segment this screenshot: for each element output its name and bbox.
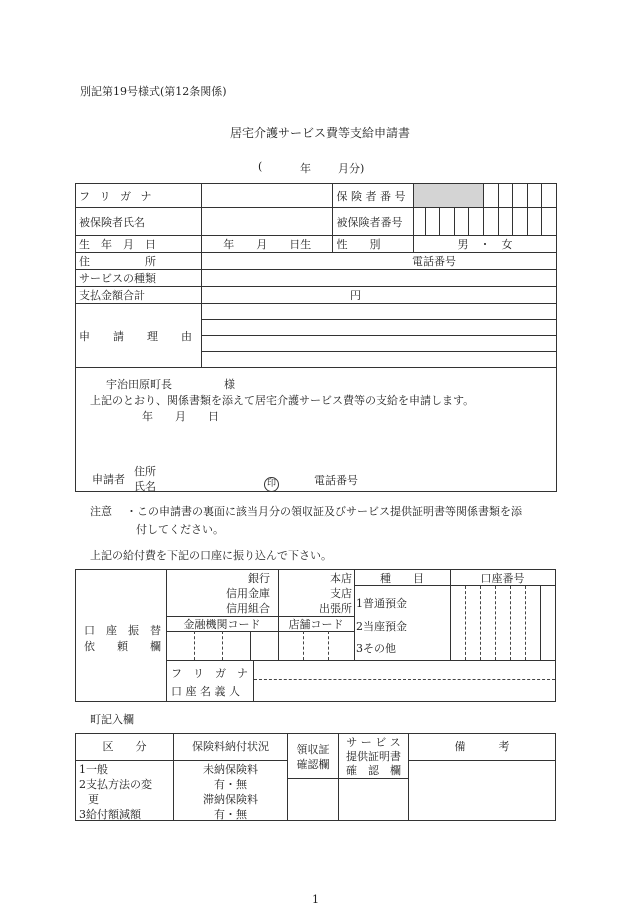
insured-digit[interactable] <box>440 208 455 236</box>
shiten-suffix: 支店 <box>330 587 352 600</box>
town-section-label: 町記入欄 <box>90 713 134 726</box>
birth-label: 生 年 月 日 <box>76 236 202 253</box>
insured-digit[interactable] <box>483 208 498 236</box>
category-2: 2支払方法の変 <box>79 778 152 791</box>
sex-label: 性 別 <box>333 236 414 253</box>
insurer-digit[interactable] <box>513 184 528 208</box>
insurer-digit[interactable] <box>542 184 557 208</box>
insurer-number-label: 保 険 者 番 号 <box>333 184 414 208</box>
seal-icon: 印 <box>264 477 279 492</box>
category-3: 3給付額減額 <box>79 808 141 821</box>
branch-code-field[interactable] <box>278 631 355 661</box>
bank-table <box>75 569 556 702</box>
address-label: 住 所 <box>76 253 202 270</box>
overdue-yes-no[interactable]: 有・無 <box>214 808 247 821</box>
form-title: 居宅介護サービス費等支給申請書 <box>230 126 411 140</box>
insured-digit[interactable] <box>498 208 513 236</box>
page-number: 1 <box>312 893 319 906</box>
reason-line-3[interactable] <box>202 336 557 352</box>
receipt-check-label-1: 領収証 <box>296 743 330 756</box>
insured-name-field[interactable] <box>202 208 333 236</box>
phone-label: 電話番号 <box>412 255 456 268</box>
transfer-instruction: 上記の給付費を下記の口座に振り込んで下さい。 <box>90 549 332 562</box>
insured-digit[interactable] <box>527 208 542 236</box>
address-field[interactable] <box>202 253 557 270</box>
note-text: ・この申請書の裏面に該当月分の領収証及びサービス提供証明書等関係書類を添 <box>126 505 522 518</box>
applicant-name-label: 氏名 <box>134 480 156 493</box>
honorific: 様 <box>224 378 235 391</box>
bank-suffix: 銀行 <box>248 572 270 585</box>
applicant-label: 申請者 <box>92 473 125 486</box>
insurer-digit[interactable] <box>527 184 542 208</box>
insured-name-label: 被保険者氏名 <box>76 208 202 236</box>
insurer-digit[interactable] <box>483 184 498 208</box>
category-2-cont: 更 <box>88 793 99 806</box>
honten-suffix: 本店 <box>330 572 352 585</box>
kind-option-3[interactable]: 3その他 <box>356 642 396 655</box>
insured-number-label: 被保険者番号 <box>333 208 414 236</box>
period-year: 年 <box>300 162 311 175</box>
reason-label: 申 請 理 由 <box>76 304 202 368</box>
receipt-check-label-2: 確認欄 <box>296 758 330 771</box>
service-type-field[interactable] <box>202 270 557 287</box>
furigana-field[interactable] <box>202 184 333 208</box>
bank-code-field[interactable] <box>166 631 279 661</box>
receipt-check-header <box>288 734 339 779</box>
furigana-label: フ リ ガ ナ <box>76 184 202 208</box>
premium-status-header: 保険料納付状況 <box>174 734 288 761</box>
holder-name-label: 口 座 名 義 人 <box>171 685 240 698</box>
kind-options[interactable] <box>354 586 451 661</box>
service-proof-header <box>339 734 409 779</box>
declaration-date[interactable]: 年 月 日 <box>142 410 219 423</box>
shucchojo-suffix: 出張所 <box>319 602 352 615</box>
insured-digit[interactable] <box>414 208 426 236</box>
unpaid-premium: 未納保険料 <box>203 763 258 776</box>
birth-value[interactable]: 年 月 日生 <box>202 236 333 253</box>
holder-furigana-label: フ リ ガ ナ <box>171 667 248 680</box>
service-type-label: サービスの種類 <box>76 270 202 287</box>
declaration-text: 上記のとおり、関係書類を添えて居宅介護サービス費等の支給を申請します。 <box>90 394 475 407</box>
insured-digit[interactable] <box>542 208 557 236</box>
reason-line-1[interactable] <box>202 304 557 320</box>
sex-value[interactable]: 男 ・ 女 <box>414 236 557 253</box>
bank-name-field[interactable] <box>166 570 279 617</box>
town-table <box>75 733 556 821</box>
insurer-digit[interactable] <box>498 184 513 208</box>
applicant-phone-label: 電話番号 <box>314 474 358 487</box>
insured-digit[interactable] <box>469 208 484 236</box>
applicant-address-label: 住所 <box>134 465 156 478</box>
branch-name-field[interactable] <box>278 570 355 617</box>
service-proof-label-3: 確 認 欄 <box>346 764 401 777</box>
branch-code-label: 店舗コード <box>278 616 355 632</box>
service-proof-label-1: サ ー ビ ス <box>346 736 401 749</box>
account-number-field[interactable] <box>450 586 555 661</box>
declaration-box <box>76 368 557 492</box>
note-label: 注意 <box>90 505 112 518</box>
premium-status-cell[interactable] <box>174 761 288 820</box>
note-text-continued: 付してください。 <box>136 523 224 536</box>
total-amount-label: 支払金額合計 <box>76 287 202 304</box>
account-number-header: 口座番号 <box>450 570 555 586</box>
category-cell[interactable] <box>76 761 174 820</box>
remarks-field[interactable] <box>409 761 555 820</box>
bank-left-label-1: 口 座 振 替 <box>84 624 161 637</box>
period-open: ( <box>258 160 263 173</box>
applicant-table <box>75 183 557 492</box>
yen-label: 円 <box>350 289 361 302</box>
category-header: 区 分 <box>76 734 174 761</box>
period-month: 月分) <box>338 162 365 175</box>
insurer-number-shaded <box>414 184 484 208</box>
bank-left-cell <box>76 570 167 701</box>
addressee: 宇治田原町長 <box>106 378 172 391</box>
total-amount-field[interactable] <box>202 287 557 304</box>
unpaid-yes-no[interactable]: 有・無 <box>214 778 247 791</box>
kumiai-suffix: 信用組合 <box>226 602 270 615</box>
insured-digit[interactable] <box>454 208 469 236</box>
kind-option-2[interactable]: 2当座預金 <box>356 620 407 633</box>
bank-code-label: 金融機関コード <box>166 616 279 632</box>
service-proof-label-2: 提供証明書 <box>346 750 401 763</box>
holder-label-cell <box>166 660 254 701</box>
kind-header: 種 目 <box>354 570 451 586</box>
form-number: 別記第19号様式(第12条関係) <box>80 85 227 98</box>
overdue-premium: 滞納保険料 <box>203 793 258 806</box>
reason-line-2[interactable] <box>202 320 557 336</box>
service-proof-field[interactable] <box>339 779 409 820</box>
reason-line-4[interactable] <box>202 352 557 368</box>
kind-option-1[interactable]: 1普通預金 <box>356 597 407 610</box>
bank-left-label-2: 依 頼 欄 <box>84 640 161 653</box>
insured-digit[interactable] <box>425 208 440 236</box>
shinkin-suffix: 信用金庫 <box>226 587 270 600</box>
remarks-header: 備 考 <box>409 734 555 761</box>
category-1: 1一般 <box>79 763 108 776</box>
receipt-check-field[interactable] <box>288 779 339 820</box>
insured-digit[interactable] <box>513 208 528 236</box>
holder-name-field[interactable] <box>254 660 555 701</box>
